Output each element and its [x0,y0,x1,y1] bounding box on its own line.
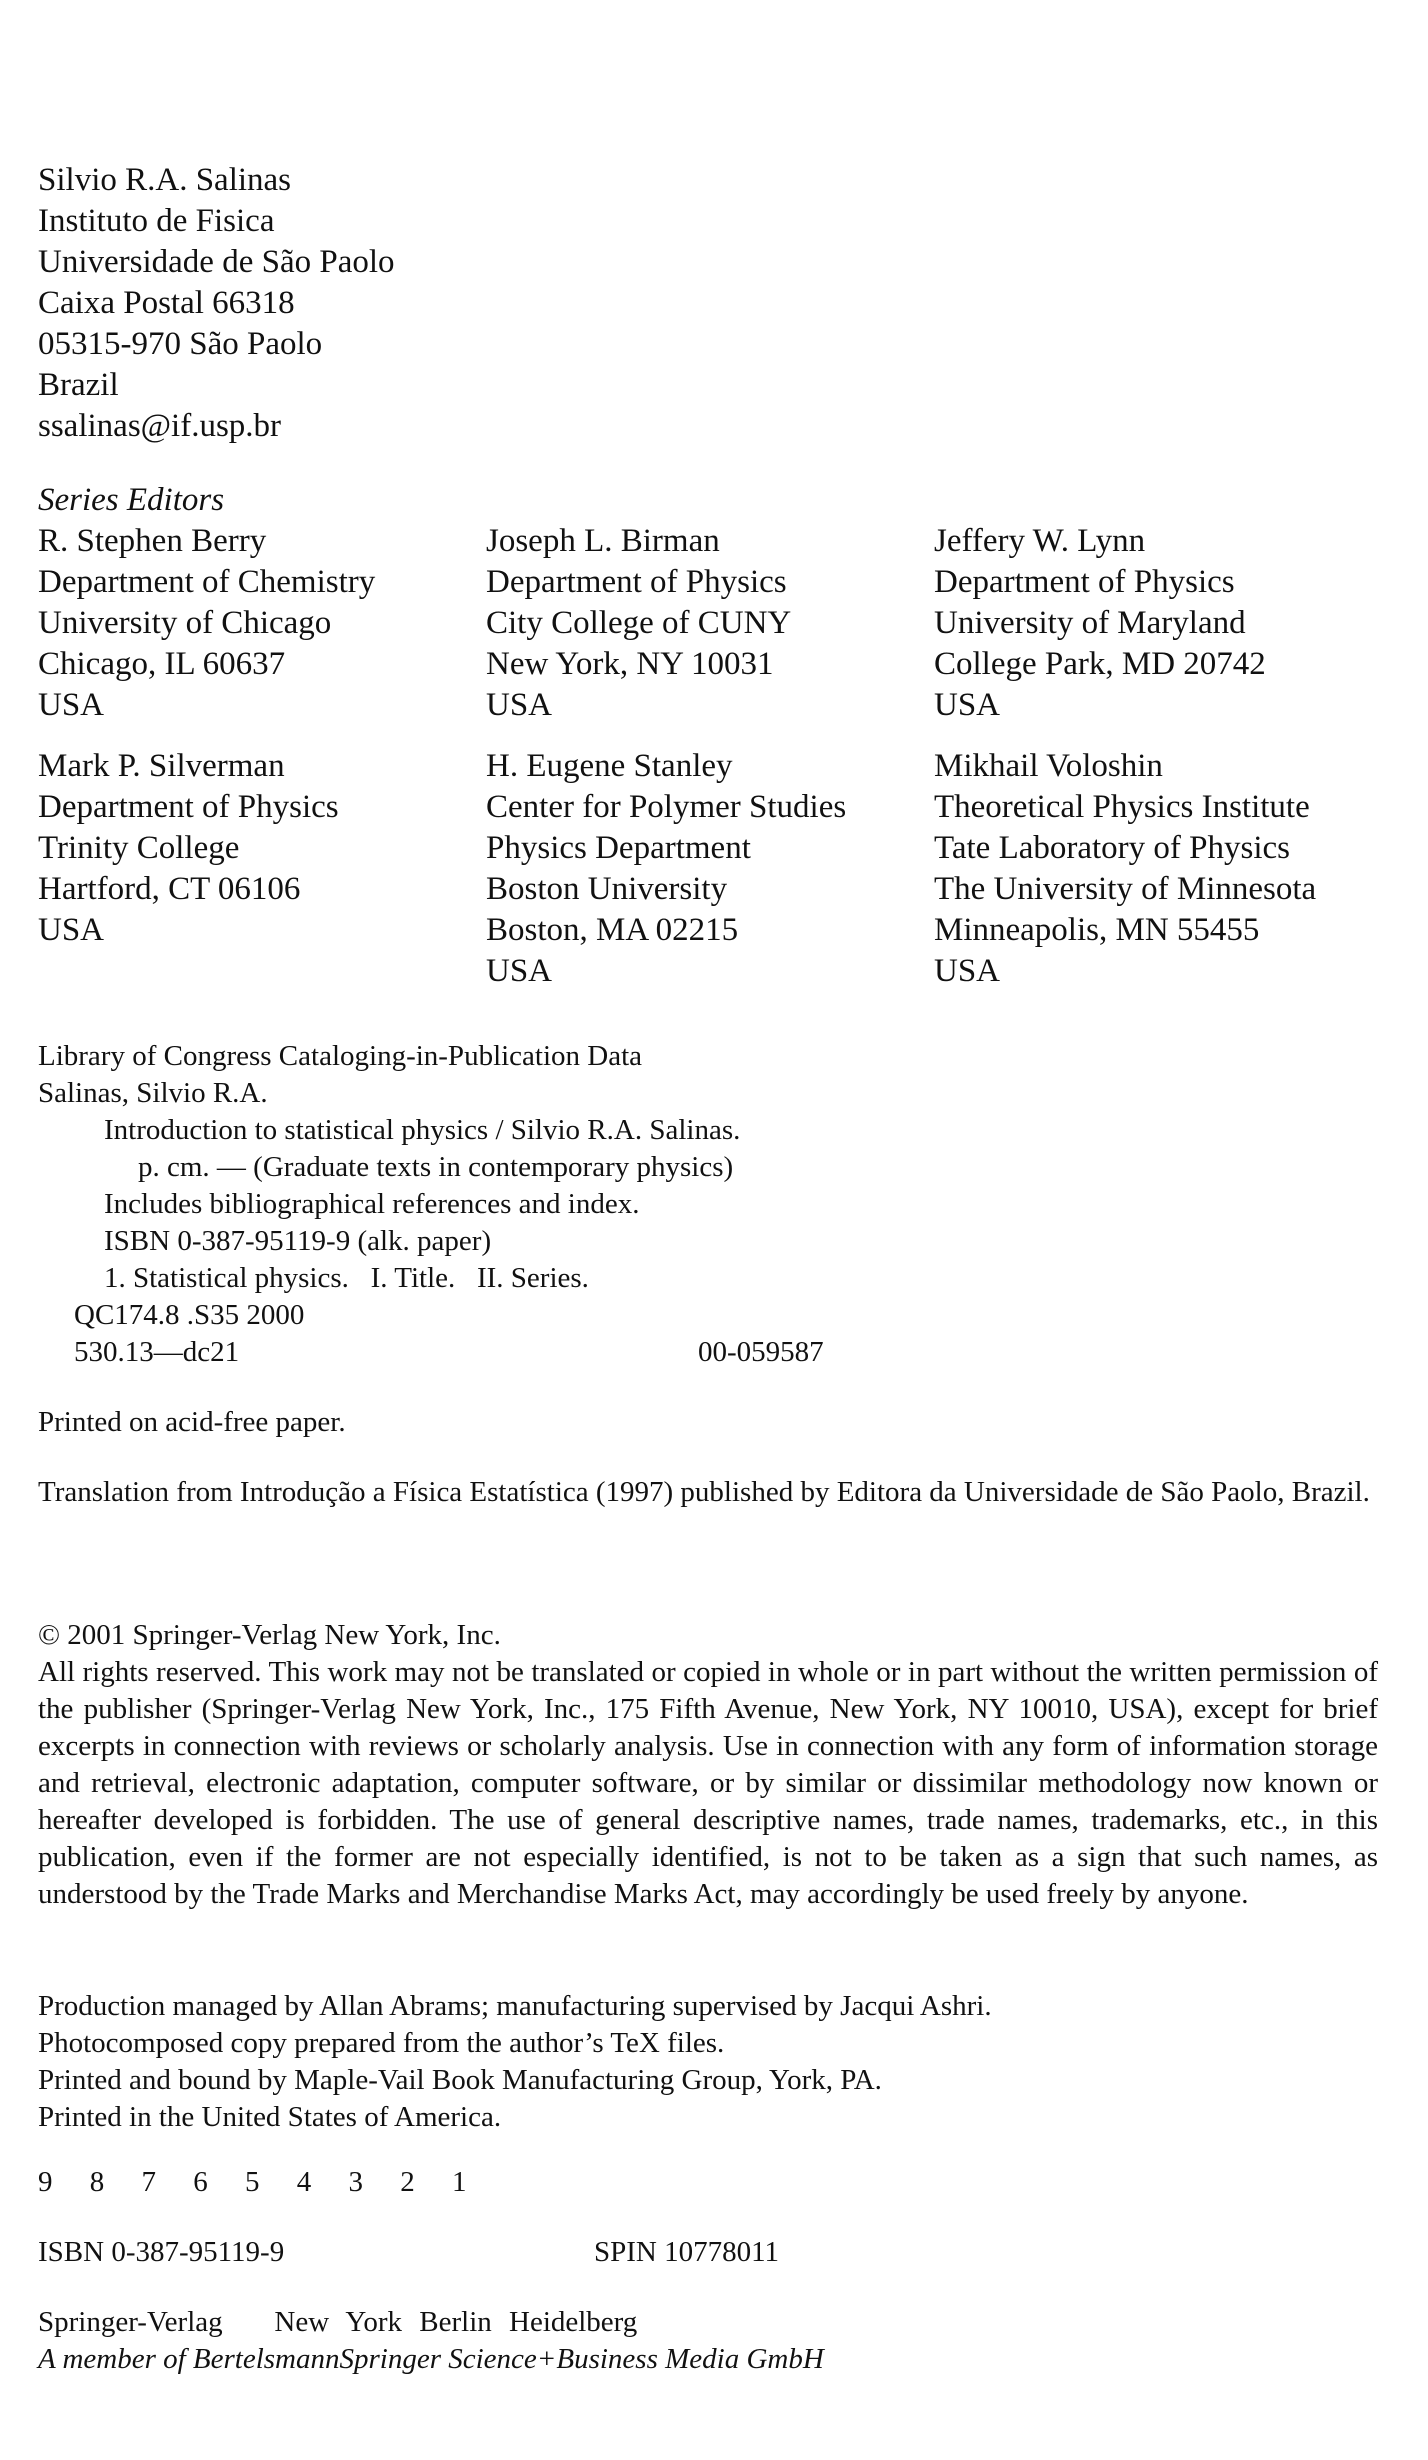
acid-free-note: Printed on acid-free paper. [38,1406,346,1438]
cataloging-dewey: 530.13—dc21 [74,1336,240,1368]
editor-line: Boston, MA 02215 [486,912,739,948]
editor-lynn [934,521,1414,726]
editor-birman [486,521,934,726]
editor-silverman [38,746,486,992]
cataloging-lccn: 00-059587 [698,1336,824,1368]
editor-line: USA [486,687,553,723]
production-block [38,1988,992,2136]
editor-line: College Park, MD 20742 [934,646,1266,682]
cataloging-dewey-row [38,1334,824,1371]
series-editors [38,480,1414,992]
editor-line: University of Maryland [934,605,1246,641]
cataloging-call-number: QC174.8 .S35 2000 [74,1299,305,1331]
editor-line: University of Chicago [38,605,332,641]
production-line: Printed in the United States of America. [38,2101,502,2133]
cataloging-isbn: ISBN 0-387-95119-9 (alk. paper) [104,1225,492,1257]
copyright-line: © 2001 Springer-Verlag New York, Inc. [38,1619,501,1651]
cataloging-data [38,1038,824,1371]
cataloging-subjects: 1. Statistical physics. I. Title. II. Series. [104,1262,589,1294]
cataloging-heading: Library of Congress Cataloging-in-Publication Data [38,1040,643,1072]
editor-line: Trinity College [38,830,240,866]
author-institute: Instituto de Fisica [38,203,275,239]
editor-line: Department of Physics [38,789,339,825]
editor-line: Center for Polymer Studies [486,789,847,825]
series-editors-heading: Series Editors [38,482,225,518]
cataloging-author: Salinas, Silvio R.A. [38,1077,268,1109]
publisher-member: A member of BertelsmannSpringer Science+Business Media GmbH [38,2343,824,2375]
editor-line: Department of Physics [934,564,1235,600]
publisher-block [38,2304,824,2378]
editor-line: Chicago, IL 60637 [38,646,286,682]
cataloging-series: p. cm. — (Graduate texts in contemporary physics) [138,1151,734,1183]
author-country: Brazil [38,367,119,403]
editor-line: USA [38,687,105,723]
author-city: 05315-970 São Paolo [38,326,323,362]
author-email: ssalinas@if.usp.br [38,408,282,444]
editor-voloshin [934,746,1414,992]
editor-line: Theoretical Physics Institute [934,789,1310,825]
editor-line: Joseph L. Birman [486,523,720,559]
rights-paragraph: All rights reserved. This work may not be translated or copied in whole or in part without the written permission of the publisher (Springer-Verlag New York, Inc., 175 Fifth Avenue, New York, NY 10010, USA), except for brief excerpts in connection with reviews or scholarly analysis. Use in connection with any form of information storage and retrieval, electronic adaptation, computer software, or by similar or dissimilar methodology now known or hereafter developed is forbidden. The use of general descriptive names, trade names, trademarks, etc., in this publication, even if the former are not especially identified, is not to be taken as a sign that such names, as understood by the Trade Marks and Merchandise Marks Act, may accordingly be used freely by anyone. [38,1656,1378,1910]
production-line: Printed and bound by Maple-Vail Book Manufacturing Group, York, PA. [38,2064,882,2096]
editor-line: H. Eugene Stanley [486,748,733,784]
translation-note: Translation from Introdução a Física Estatística (1997) published by Editora da Universidade de São Paolo, Brazil. [38,1476,1370,1508]
editor-line: Physics Department [486,830,751,866]
isbn-spin-row [38,2234,1378,2271]
production-line: Photocomposed copy prepared from the author’s TeX files. [38,2027,725,2059]
publisher-line: Springer-Verlag New York Berlin Heidelberg [38,2306,638,2338]
editor-line: New York, NY 10031 [486,646,774,682]
editor-line: USA [934,953,1001,989]
editor-line: Mark P. Silverman [38,748,285,784]
editor-line: The University of Minnesota [934,871,1317,907]
author-postal-box: Caixa Postal 66318 [38,285,295,321]
editor-line: City College of CUNY [486,605,792,641]
cataloging-includes: Includes bibliographical references and index. [104,1188,640,1220]
editor-line: USA [934,687,1001,723]
isbn-number: ISBN 0-387-95119-9 [38,2236,285,2268]
editor-line: Hartford, CT 06106 [38,871,301,907]
editor-line: USA [38,912,105,948]
editor-stanley [486,746,934,992]
copyright-block [38,1617,1378,1913]
author-address [38,160,395,447]
production-line: Production managed by Allan Abrams; manufacturing supervised by Jacqui Ashri. [38,1990,992,2022]
editor-line: Minneapolis, MN 55455 [934,912,1260,948]
author-university: Universidade de São Paolo [38,244,395,280]
editor-line: Boston University [486,871,728,907]
spin-number: SPIN 10778011 [594,2236,780,2268]
author-name: Silvio R.A. Salinas [38,162,292,198]
editor-line: Mikhail Voloshin [934,748,1163,784]
editor-line: Jeffery W. Lynn [934,523,1146,559]
editor-berry [38,521,486,726]
editor-line: R. Stephen Berry [38,523,267,559]
editor-line: USA [486,953,553,989]
editor-line: Tate Laboratory of Physics [934,830,1291,866]
editor-line: Department of Physics [486,564,787,600]
editor-line: Department of Chemistry [38,564,376,600]
cataloging-title: Introduction to statistical physics / Silvio R.A. Salinas. [104,1114,741,1146]
printing-numbers: 9 8 7 6 5 4 3 2 1 [38,2166,482,2198]
